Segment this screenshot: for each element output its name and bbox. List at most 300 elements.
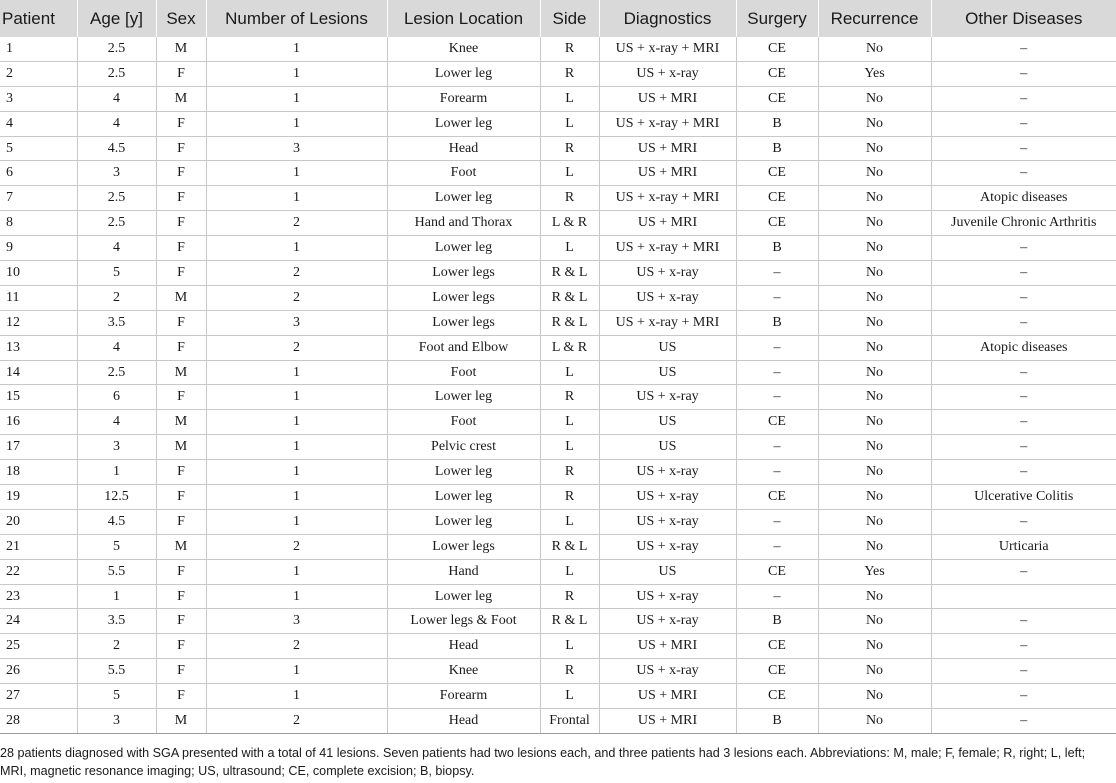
cell-lesion-location: Foot and Elbow <box>387 335 540 360</box>
header-patient: Patient <box>0 0 77 37</box>
cell-other-diseases: – <box>931 285 1116 310</box>
table-row <box>0 61 1116 86</box>
cell-diagnostics: US <box>599 360 736 385</box>
cell-patient: 5 <box>0 136 77 161</box>
cell-diagnostics: US <box>599 335 736 360</box>
cell-number-of-lesions: 1 <box>206 161 387 186</box>
cell-number-of-lesions: 2 <box>206 335 387 360</box>
cell-surgery: – <box>736 335 818 360</box>
cell-patient: 26 <box>0 659 77 684</box>
cell-other-diseases: – <box>931 435 1116 460</box>
cell-sex: F <box>156 211 206 236</box>
cell-sex: F <box>156 634 206 659</box>
cell-lesion-location: Lower leg <box>387 111 540 136</box>
table-row <box>0 509 1116 534</box>
cell-patient: 28 <box>0 709 77 734</box>
cell-diagnostics: US + MRI <box>599 211 736 236</box>
cell-recurrence: No <box>818 211 931 236</box>
table-row <box>0 261 1116 286</box>
cell-sex: M <box>156 285 206 310</box>
cell-sex: M <box>156 410 206 435</box>
cell-age: 3 <box>77 709 156 734</box>
cell-lesion-location: Lower leg <box>387 584 540 609</box>
cell-side: R <box>540 659 599 684</box>
cell-diagnostics: US + MRI <box>599 161 736 186</box>
cell-side: R <box>540 485 599 510</box>
cell-other-diseases: Atopic diseases <box>931 335 1116 360</box>
cell-side: R <box>540 136 599 161</box>
cell-lesion-location: Lower legs <box>387 285 540 310</box>
cell-side: L & R <box>540 335 599 360</box>
cell-recurrence: No <box>818 186 931 211</box>
cell-number-of-lesions: 1 <box>206 559 387 584</box>
cell-age: 4 <box>77 335 156 360</box>
cell-side: L <box>540 111 599 136</box>
cell-sex: F <box>156 310 206 335</box>
cell-diagnostics: US <box>599 559 736 584</box>
cell-sex: F <box>156 659 206 684</box>
cell-lesion-location: Hand <box>387 559 540 584</box>
cell-surgery: B <box>736 236 818 261</box>
cell-recurrence: No <box>818 111 931 136</box>
cell-recurrence: No <box>818 709 931 734</box>
cell-diagnostics: US + x-ray <box>599 584 736 609</box>
cell-other-diseases: – <box>931 559 1116 584</box>
cell-lesion-location: Head <box>387 634 540 659</box>
cell-age: 4.5 <box>77 136 156 161</box>
cell-surgery: CE <box>736 410 818 435</box>
cell-sex: F <box>156 684 206 709</box>
table-row <box>0 236 1116 261</box>
cell-lesion-location: Forearm <box>387 684 540 709</box>
cell-lesion-location: Lower legs <box>387 310 540 335</box>
cell-diagnostics: US + x-ray + MRI <box>599 310 736 335</box>
cell-number-of-lesions: 1 <box>206 410 387 435</box>
header-surgery: Surgery <box>736 0 818 37</box>
cell-number-of-lesions: 2 <box>206 261 387 286</box>
cell-recurrence: No <box>818 360 931 385</box>
cell-sex: F <box>156 61 206 86</box>
cell-sex: M <box>156 360 206 385</box>
cell-age: 5 <box>77 684 156 709</box>
cell-age: 4 <box>77 111 156 136</box>
cell-sex: F <box>156 609 206 634</box>
cell-side: L <box>540 86 599 111</box>
table-row <box>0 460 1116 485</box>
table-row <box>0 684 1116 709</box>
cell-diagnostics: US + MRI <box>599 709 736 734</box>
cell-patient: 18 <box>0 460 77 485</box>
cell-sex: F <box>156 136 206 161</box>
cell-diagnostics: US + MRI <box>599 684 736 709</box>
cell-other-diseases: – <box>931 509 1116 534</box>
cell-diagnostics: US + x-ray <box>599 61 736 86</box>
cell-sex: F <box>156 509 206 534</box>
cell-other-diseases: – <box>931 410 1116 435</box>
cell-sex: F <box>156 460 206 485</box>
cell-number-of-lesions: 2 <box>206 285 387 310</box>
cell-number-of-lesions: 1 <box>206 186 387 211</box>
cell-number-of-lesions: 1 <box>206 111 387 136</box>
table-row <box>0 335 1116 360</box>
table-row <box>0 709 1116 734</box>
table-footnote: 28 patients diagnosed with SGA presented with a total of 41 lesions. Seven patients had two lesions each, and three patients had 3 lesions each. Abbreviations: M, male; F, female; R, right; L, left; MRI, magnetic resonance imaging; US, ultrasound; CE, complete excision; B, biopsy. <box>0 746 1086 778</box>
table-row <box>0 111 1116 136</box>
cell-side: L & R <box>540 211 599 236</box>
cell-surgery: B <box>736 709 818 734</box>
cell-other-diseases: Juvenile Chronic Arthritis <box>931 211 1116 236</box>
cell-sex: M <box>156 709 206 734</box>
cell-recurrence: No <box>818 684 931 709</box>
cell-patient: 10 <box>0 261 77 286</box>
cell-patient: 12 <box>0 310 77 335</box>
cell-side: L <box>540 634 599 659</box>
cell-age: 4 <box>77 86 156 111</box>
cell-recurrence: No <box>818 310 931 335</box>
cell-surgery: – <box>736 584 818 609</box>
cell-age: 5.5 <box>77 559 156 584</box>
cell-number-of-lesions: 3 <box>206 609 387 634</box>
cell-number-of-lesions: 1 <box>206 236 387 261</box>
table-row <box>0 634 1116 659</box>
cell-patient: 8 <box>0 211 77 236</box>
cell-lesion-location: Lower leg <box>387 509 540 534</box>
cell-diagnostics: US + x-ray + MRI <box>599 37 736 61</box>
cell-number-of-lesions: 1 <box>206 360 387 385</box>
cell-patient: 9 <box>0 236 77 261</box>
table-row <box>0 211 1116 236</box>
cell-patient: 14 <box>0 360 77 385</box>
cell-recurrence: No <box>818 385 931 410</box>
cell-other-diseases: – <box>931 609 1116 634</box>
cell-patient: 24 <box>0 609 77 634</box>
cell-patient: 7 <box>0 186 77 211</box>
header-other-diseases: Other Diseases <box>931 0 1116 37</box>
cell-surgery: B <box>736 310 818 335</box>
cell-other-diseases: – <box>931 684 1116 709</box>
cell-patient: 2 <box>0 61 77 86</box>
cell-side: R & L <box>540 285 599 310</box>
cell-surgery: – <box>736 435 818 460</box>
cell-other-diseases: – <box>931 460 1116 485</box>
cell-number-of-lesions: 1 <box>206 584 387 609</box>
table-row <box>0 136 1116 161</box>
cell-surgery: – <box>736 509 818 534</box>
cell-other-diseases: Ulcerative Colitis <box>931 485 1116 510</box>
cell-lesion-location: Foot <box>387 360 540 385</box>
cell-side: R <box>540 460 599 485</box>
cell-recurrence: Yes <box>818 61 931 86</box>
cell-recurrence: No <box>818 86 931 111</box>
cell-lesion-location: Head <box>387 136 540 161</box>
cell-surgery: CE <box>736 634 818 659</box>
cell-age: 4 <box>77 236 156 261</box>
cell-side: L <box>540 410 599 435</box>
cell-surgery: CE <box>736 161 818 186</box>
cell-sex: M <box>156 435 206 460</box>
cell-patient: 23 <box>0 584 77 609</box>
cell-surgery: – <box>736 385 818 410</box>
cell-patient: 1 <box>0 37 77 61</box>
cell-sex: F <box>156 584 206 609</box>
cell-lesion-location: Lower leg <box>387 385 540 410</box>
cell-number-of-lesions: 1 <box>206 460 387 485</box>
cell-recurrence: No <box>818 659 931 684</box>
cell-diagnostics: US + x-ray <box>599 509 736 534</box>
cell-age: 4.5 <box>77 509 156 534</box>
cell-other-diseases: – <box>931 37 1116 61</box>
table-body <box>0 37 1116 733</box>
cell-lesion-location: Hand and Thorax <box>387 211 540 236</box>
table-row <box>0 37 1116 61</box>
cell-diagnostics: US + x-ray + MRI <box>599 236 736 261</box>
table-row <box>0 285 1116 310</box>
cell-patient: 17 <box>0 435 77 460</box>
cell-recurrence: No <box>818 236 931 261</box>
table-row <box>0 534 1116 559</box>
cell-surgery: CE <box>736 684 818 709</box>
cell-patient: 6 <box>0 161 77 186</box>
cell-surgery: CE <box>736 659 818 684</box>
cell-other-diseases: – <box>931 111 1116 136</box>
header-lesion-location: Lesion Location <box>387 0 540 37</box>
cell-sex: F <box>156 335 206 360</box>
cell-diagnostics: US <box>599 435 736 460</box>
cell-patient: 25 <box>0 634 77 659</box>
cell-side: R & L <box>540 310 599 335</box>
cell-side: L <box>540 360 599 385</box>
cell-other-diseases: – <box>931 709 1116 734</box>
cell-age: 1 <box>77 460 156 485</box>
cell-diagnostics: US + MRI <box>599 86 736 111</box>
cell-other-diseases: – <box>931 634 1116 659</box>
cell-lesion-location: Forearm <box>387 86 540 111</box>
cell-surgery: CE <box>736 186 818 211</box>
cell-age: 2.5 <box>77 61 156 86</box>
cell-surgery: CE <box>736 211 818 236</box>
table-row <box>0 435 1116 460</box>
cell-recurrence: No <box>818 261 931 286</box>
table-row <box>0 584 1116 609</box>
cell-age: 2.5 <box>77 186 156 211</box>
cell-lesion-location: Knee <box>387 37 540 61</box>
cell-age: 5 <box>77 534 156 559</box>
cell-sex: M <box>156 37 206 61</box>
cell-number-of-lesions: 1 <box>206 61 387 86</box>
cell-surgery: B <box>736 136 818 161</box>
cell-diagnostics: US + x-ray <box>599 534 736 559</box>
cell-side: R <box>540 61 599 86</box>
cell-age: 3.5 <box>77 310 156 335</box>
cell-diagnostics: US + x-ray + MRI <box>599 111 736 136</box>
cell-side: L <box>540 509 599 534</box>
cell-patient: 20 <box>0 509 77 534</box>
cell-recurrence: No <box>818 37 931 61</box>
cell-other-diseases: – <box>931 261 1116 286</box>
cell-surgery: – <box>736 460 818 485</box>
cell-age: 2 <box>77 285 156 310</box>
cell-diagnostics: US + x-ray <box>599 460 736 485</box>
cell-recurrence: No <box>818 161 931 186</box>
header-diagnostics: Diagnostics <box>599 0 736 37</box>
cell-number-of-lesions: 2 <box>206 211 387 236</box>
cell-side: L <box>540 236 599 261</box>
cell-number-of-lesions: 1 <box>206 485 387 510</box>
cell-number-of-lesions: 1 <box>206 385 387 410</box>
cell-side: L <box>540 435 599 460</box>
cell-lesion-location: Foot <box>387 161 540 186</box>
cell-recurrence: No <box>818 335 931 360</box>
cell-side: R & L <box>540 261 599 286</box>
cell-sex: F <box>156 161 206 186</box>
cell-recurrence: No <box>818 485 931 510</box>
cell-recurrence: No <box>818 509 931 534</box>
cell-other-diseases: – <box>931 86 1116 111</box>
header-number-of-lesions: Number of Lesions <box>206 0 387 37</box>
cell-age: 2.5 <box>77 211 156 236</box>
cell-diagnostics: US + x-ray + MRI <box>599 186 736 211</box>
cell-sex: F <box>156 236 206 261</box>
cell-diagnostics: US + x-ray <box>599 385 736 410</box>
cell-recurrence: No <box>818 285 931 310</box>
cell-number-of-lesions: 1 <box>206 509 387 534</box>
cell-age: 2.5 <box>77 37 156 61</box>
cell-other-diseases: – <box>931 385 1116 410</box>
cell-side: L <box>540 161 599 186</box>
cell-other-diseases: – <box>931 360 1116 385</box>
cell-surgery: – <box>736 261 818 286</box>
cell-side: R <box>540 186 599 211</box>
cell-sex: F <box>156 186 206 211</box>
cell-lesion-location: Lower leg <box>387 236 540 261</box>
cell-age: 3.5 <box>77 609 156 634</box>
cell-lesion-location: Lower legs <box>387 534 540 559</box>
cell-lesion-location: Lower leg <box>387 186 540 211</box>
table-row <box>0 485 1116 510</box>
header-side: Side <box>540 0 599 37</box>
cell-diagnostics: US + x-ray <box>599 285 736 310</box>
cell-patient: 13 <box>0 335 77 360</box>
cell-side: L <box>540 559 599 584</box>
cell-age: 2 <box>77 634 156 659</box>
cell-other-diseases: – <box>931 61 1116 86</box>
table-row <box>0 360 1116 385</box>
cell-other-diseases: Atopic diseases <box>931 186 1116 211</box>
cell-side: L <box>540 684 599 709</box>
cell-side: R <box>540 584 599 609</box>
cell-recurrence: No <box>818 410 931 435</box>
cell-number-of-lesions: 1 <box>206 86 387 111</box>
cell-surgery: B <box>736 111 818 136</box>
cell-age: 3 <box>77 161 156 186</box>
cell-recurrence: No <box>818 634 931 659</box>
cell-side: R & L <box>540 534 599 559</box>
cell-number-of-lesions: 3 <box>206 310 387 335</box>
cell-lesion-location: Lower legs <box>387 261 540 286</box>
table-row <box>0 186 1116 211</box>
cell-lesion-location: Pelvic crest <box>387 435 540 460</box>
cell-diagnostics: US + x-ray <box>599 609 736 634</box>
cell-number-of-lesions: 1 <box>206 684 387 709</box>
cell-age: 3 <box>77 435 156 460</box>
cell-other-diseases: – <box>931 236 1116 261</box>
cell-patient: 21 <box>0 534 77 559</box>
cell-other-diseases: Urticaria <box>931 534 1116 559</box>
table-row <box>0 410 1116 435</box>
cell-side: R & L <box>540 609 599 634</box>
cell-surgery: – <box>736 534 818 559</box>
cell-patient: 11 <box>0 285 77 310</box>
cell-patient: 16 <box>0 410 77 435</box>
header-recurrence: Recurrence <box>818 0 931 37</box>
cell-number-of-lesions: 2 <box>206 709 387 734</box>
cell-recurrence: No <box>818 609 931 634</box>
cell-sex: F <box>156 485 206 510</box>
cell-other-diseases: – <box>931 136 1116 161</box>
cell-other-diseases: – <box>931 659 1116 684</box>
header-sex: Sex <box>156 0 206 37</box>
cell-lesion-location: Knee <box>387 659 540 684</box>
cell-surgery: CE <box>736 61 818 86</box>
cell-number-of-lesions: 2 <box>206 534 387 559</box>
cell-age: 4 <box>77 410 156 435</box>
cell-sex: M <box>156 534 206 559</box>
cell-lesion-location: Lower leg <box>387 61 540 86</box>
cell-recurrence: No <box>818 460 931 485</box>
cell-age: 6 <box>77 385 156 410</box>
cell-sex: F <box>156 559 206 584</box>
cell-patient: 19 <box>0 485 77 510</box>
cell-sex: F <box>156 111 206 136</box>
cell-surgery: CE <box>736 86 818 111</box>
cell-patient: 4 <box>0 111 77 136</box>
table-row <box>0 659 1116 684</box>
cell-recurrence: No <box>818 435 931 460</box>
header-age: Age [y] <box>77 0 156 37</box>
table-row <box>0 86 1116 111</box>
cell-recurrence: No <box>818 136 931 161</box>
cell-surgery: – <box>736 285 818 310</box>
cell-age: 2.5 <box>77 360 156 385</box>
cell-diagnostics: US + x-ray <box>599 485 736 510</box>
cell-surgery: B <box>736 609 818 634</box>
cell-surgery: CE <box>736 559 818 584</box>
cell-age: 12.5 <box>77 485 156 510</box>
cell-lesion-location: Head <box>387 709 540 734</box>
cell-diagnostics: US + x-ray <box>599 659 736 684</box>
cell-patient: 27 <box>0 684 77 709</box>
cell-sex: F <box>156 261 206 286</box>
cell-patient: 3 <box>0 86 77 111</box>
cell-sex: F <box>156 385 206 410</box>
cell-lesion-location: Lower leg <box>387 460 540 485</box>
cell-lesion-location: Lower legs & Foot <box>387 609 540 634</box>
cell-number-of-lesions: 1 <box>206 37 387 61</box>
table-row <box>0 161 1116 186</box>
cell-side: R <box>540 385 599 410</box>
cell-number-of-lesions: 1 <box>206 659 387 684</box>
cell-patient: 22 <box>0 559 77 584</box>
cell-diagnostics: US + MRI <box>599 634 736 659</box>
cell-number-of-lesions: 3 <box>206 136 387 161</box>
cell-lesion-location: Foot <box>387 410 540 435</box>
cell-other-diseases: – <box>931 161 1116 186</box>
cell-other-diseases <box>931 584 1116 609</box>
cell-side: Frontal <box>540 709 599 734</box>
table-row <box>0 310 1116 335</box>
cell-recurrence: Yes <box>818 559 931 584</box>
cell-number-of-lesions: 1 <box>206 435 387 460</box>
